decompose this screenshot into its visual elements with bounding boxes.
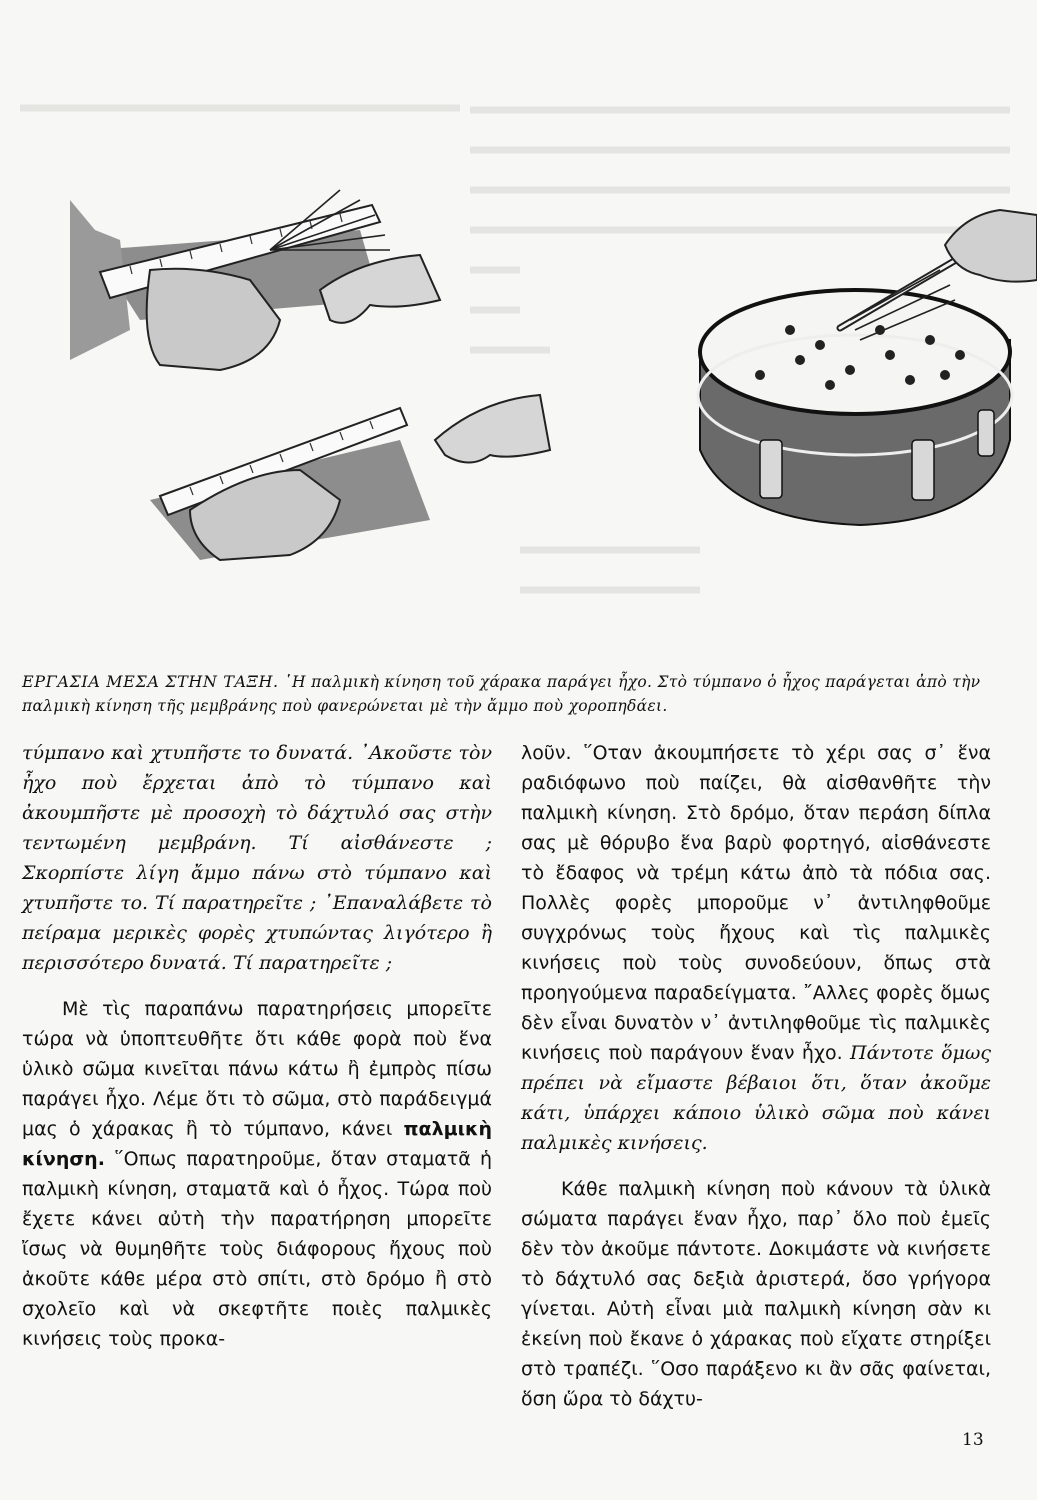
page-number: 13: [962, 1430, 984, 1450]
left-p2-after: ῞Οπως παρατηροῦμε, ὅταν σταματᾶ ἡ παλμικὴ κίνηση, σταματᾶ καὶ ὁ ἦχος. Τώρα ποὺ ἔχετε κάνει αὐτὴ τὴν παρατήρηση μπορεῖτε ἴσως νὰ θυμηθῆτε τοὺς διάφορους ἤχους ποὺ ἀκοῦτε κάθε μέρα στὸ σπίτι, στὸ δρόμο ἢ στὸ σχολεῖο καὶ νὰ σκεφτῆτε ποιὲς παλμικὲς κινήσεις τοὺς προκα-: [22, 1148, 493, 1350]
left-column: [22, 738, 492, 1370]
right-paragraph-2: Κάθε παλμικὴ κίνηση ποὺ κάνουν τὰ ὑλικὰ σώματα παράγει ἕναν ἦχο, παρ᾿ ὅλο ποὺ ἐμεῖς δὲν τὸν ἀκοῦμε πάντοτε. Δοκιμάστε νὰ κινήσετε τὸ δάχτυλό σας δεξιὰ ἀριστερά, ὅσο γρήγορα γίνεται. Αὐτὴ εἶναι μιὰ παλμικὴ κίνηση σὰν κι ἐκείνη ποὺ ἔκανε ὁ χάρακας ποὺ εἴχατε στηρίξει στὸ τραπέζι. ῞Οσο παράξενο κι ἂν σᾶς φαίνεται, ὅση ὥρα τὸ δάχτυ-: [521, 1178, 991, 1410]
illustration: [0, 0, 1037, 670]
ruler-scene-top: [70, 190, 440, 370]
hand-with-drumstick: [945, 210, 1037, 282]
right-p1-normal: λοῦν. ῞Οταν ἀκουμπήσετε τὸ χέρι σας σ᾿ ἕνα ραδιόφωνο ποὺ παίζει, θὰ αἰσθανθῆτε τὴν παλμικὴ κίνηση. Στὸ δρόμο, ὅταν περάση δίπλα σας μὲ θόρυβο ἕνα βαρὺ φορτηγό, αἰσθάνεστε τὸ ἔδαφος νὰ τρέμη κάτω ἀπὸ τὰ πόδια σας. Πολλὲς φορὲς μποροῦμε ν᾿ ἀντιληφθοῦμε συγχρόνως τοὺς ἤχους καὶ τὶς παλμικὲς κινήσεις ποὺ τοὺς συνοδεύουν, ὅπως στὰ προηγούμενα παραδείγματα. ῎Αλλες φορὲς ὅμως δὲν εἶναι δυνατὸν ν᾿ ἀντιληφθοῦμε τὶς παλμικὲς κινήσεις ποὺ παράγουν ἕναν ἦχο.: [521, 742, 991, 1064]
right-p1-italic: Πάντοτε ὅμως πρέπει νὰ εἴμαστε βέβαιοι ὅτι, ὅταν ἀκοῦμε κάτι, ὑπάρχει κάποιο ὑλικὸ σῶμα ποὺ κάνει παλμικὲς κινήσεις.: [521, 1042, 991, 1154]
left-p2-before: Μὲ τὶς παραπάνω παρατηρήσεις μπορεῖτε τώρα νὰ ὑποπτευθῆτε ὅτι κάθε φορὰ ποὺ ἕνα ὑλικὸ σῶμα κινεῖται πάνω κάτω ἢ ἐμπρὸς πίσω παράγει ἦχο. Λέμε ὅτι τὸ σῶμα, στὸ παράδειγμά μας ὁ χάρακας ἢ τὸ τύμπανο, κάνει: [22, 998, 492, 1140]
ruler-scene-bottom: [150, 395, 550, 560]
figure-caption: [22, 670, 1022, 718]
left-italic-paragraph: τύμπανο καὶ χτυπῆστε το δυνατά. ᾿Ακοῦστε τὸν ἦχο ποὺ ἔρχεται ἀπὸ τὸ τύμπανο καὶ ἀκουμπῆστε μὲ προσοχὴ τὸ δάχτυλό σας στὴν τεντωμένη μεμβράνη. Τί αἰσθάνεστε ; Σκορπίστε λίγη ἄμμο πάνω στὸ τύμπανο καὶ χτυπῆστε το. Τί παρατηρεῖτε ; ᾿Επαναλάβετε τὸ πείραμα μερικὲς φορὲς χτυπώντας λιγότερο ἢ περισσότερο δυνατά. Τί παρατηρεῖτε ;: [22, 742, 492, 974]
right-column: [521, 738, 991, 1430]
hand-plucking-bottom: [435, 395, 550, 463]
caption-text: ῾Η παλμικὴ κίνηση τοῦ χάρακα παράγει ἦχο. Στὸ τύμπανο ὁ ἦχος παράγεται ἀπὸ τὴν παλμικὴ κίνηση τῆς μεμβράνης ποὺ φανερώνεται μὲ τὴν ἄμμο ποὺ χοροπηδάει.: [22, 673, 981, 715]
left-paragraph-2: [22, 994, 492, 1354]
caption-heading: ΕΡΓΑΣΙΑ ΜΕΣΑ ΣΤΗΝ ΤΑΞΗ.: [22, 672, 279, 691]
key-term: παλμικὴ κίνηση.: [22, 1118, 492, 1170]
right-paragraph-1: [521, 738, 991, 1158]
drum-scene: [698, 210, 1037, 525]
